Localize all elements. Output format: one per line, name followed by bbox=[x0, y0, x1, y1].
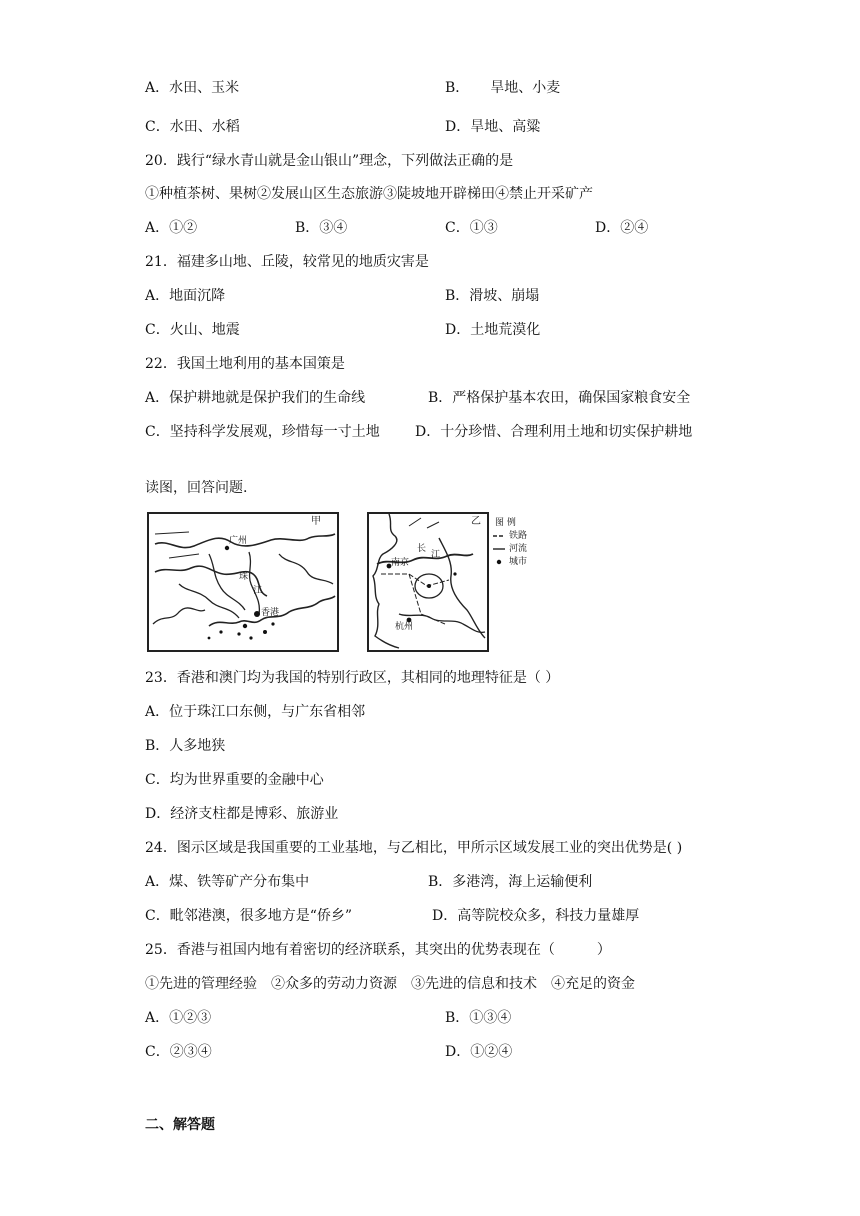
q20-option-b: B．③④ bbox=[295, 220, 348, 236]
q24-option-a: A．煤、铁等矿产分布集中 bbox=[145, 874, 310, 890]
q19-option-d: D．旱地、高粱 bbox=[445, 119, 541, 135]
q25-option-a: A．①②③ bbox=[145, 1010, 212, 1026]
map-jia-hk: 香港 bbox=[261, 608, 280, 618]
q19-option-c: C．水田、水稻 bbox=[145, 119, 240, 135]
q19-option-a: A．水田、玉米 bbox=[145, 80, 240, 96]
q21-option-a: A．地面沉降 bbox=[145, 288, 226, 304]
q21-option-c: C．火山、地震 bbox=[145, 322, 240, 338]
q20-items: ①种植茶树、果树②发展山区生态旅游③陡坡地开辟梯田④禁止开采矿产 bbox=[145, 186, 593, 202]
q21-stem: 21．福建多山地、丘陵，较常见的地质灾害是 bbox=[145, 254, 429, 270]
q22-option-b: B．严格保护基本农田，确保国家粮食安全 bbox=[428, 390, 691, 406]
q22-option-d: D．十分珍惜、合理利用土地和切实保护耕地 bbox=[415, 424, 693, 440]
q24-option-d: D．高等院校众多，科技力量雄厚 bbox=[432, 908, 640, 924]
q24-option-b: B．多港湾，海上运输便利 bbox=[428, 874, 593, 890]
map-yi-jiang: 江 bbox=[431, 550, 441, 560]
q25-option-d: D．①②④ bbox=[445, 1044, 513, 1060]
q22-option-c: C．坚持科学发展观，珍惜每一寸土地 bbox=[145, 424, 380, 440]
map-jia-title: 甲 bbox=[311, 516, 321, 527]
q25-option-c: C．②③④ bbox=[145, 1044, 212, 1060]
map-jia-jiang: 江 bbox=[253, 586, 263, 596]
legend-title: 图 例 bbox=[495, 518, 516, 528]
q24-option-c: C．毗邻港澳，很多地方是“侨乡” bbox=[145, 908, 353, 924]
map-yi bbox=[367, 512, 489, 652]
section-heading: 二、解答题 bbox=[145, 1117, 215, 1133]
q22-stem: 22．我国土地利用的基本国策是 bbox=[145, 356, 345, 372]
legend-city: 城市 bbox=[509, 557, 528, 567]
map-yi-title: 乙 bbox=[471, 516, 481, 527]
q24-stem: 24．图示区域是我国重要的工业基地，与乙相比，甲所示区域发展工业的突出优势是( ) bbox=[145, 840, 683, 856]
legend-river: 河流 bbox=[509, 544, 528, 554]
q20-stem: 20．践行“绿水青山就是金山银山”理念，下列做法正确的是 bbox=[145, 153, 514, 169]
map-yi-drawing bbox=[369, 514, 487, 650]
legend-rail: 铁路 bbox=[509, 531, 528, 541]
map-figure bbox=[145, 508, 540, 654]
q20-option-a: A．①② bbox=[145, 220, 198, 236]
map-jia-guangzhou: 广州 bbox=[229, 536, 248, 546]
map-jia-zhu: 珠 bbox=[239, 572, 249, 582]
map-jia-drawing bbox=[149, 514, 337, 650]
q23-option-b: B．人多地狭 bbox=[145, 738, 226, 754]
q23-option-a: A．位于珠江口东侧，与广东省相邻 bbox=[145, 704, 366, 720]
read-map-prompt: 读图，回答问题. bbox=[145, 480, 248, 496]
q21-option-d: D．土地荒漠化 bbox=[445, 322, 541, 338]
q20-option-c: C．①③ bbox=[445, 220, 498, 236]
q25-items: ①先进的管理经验 ②众多的劳动力资源 ③先进的信息和技术 ④充足的资金 bbox=[145, 976, 635, 992]
q23-stem: 23．香港和澳门均为我国的特别行政区，其相同的地理特征是（ ） bbox=[145, 670, 560, 686]
q25-stem: 25．香港与祖国内地有着密切的经济联系，其突出的优势表现在（ ） bbox=[145, 942, 611, 958]
q22-option-a: A．保护耕地就是保护我们的生命线 bbox=[145, 390, 366, 406]
q23-option-d: D．经济支柱都是博彩、旅游业 bbox=[145, 806, 339, 822]
q19-option-b: B． 旱地、小麦 bbox=[445, 80, 561, 96]
q21-option-b: B．滑坡、崩塌 bbox=[445, 288, 540, 304]
q20-option-d: D．②④ bbox=[595, 220, 649, 236]
map-yi-hangzhou: 杭州 bbox=[395, 622, 414, 632]
map-legend bbox=[491, 516, 537, 576]
map-yi-chang: 长 bbox=[417, 544, 427, 554]
q23-option-c: C．均为世界重要的金融中心 bbox=[145, 772, 324, 788]
q25-option-b: B．①③④ bbox=[445, 1010, 512, 1026]
map-jia bbox=[147, 512, 339, 652]
map-yi-nanjing: 南京 bbox=[391, 558, 410, 568]
